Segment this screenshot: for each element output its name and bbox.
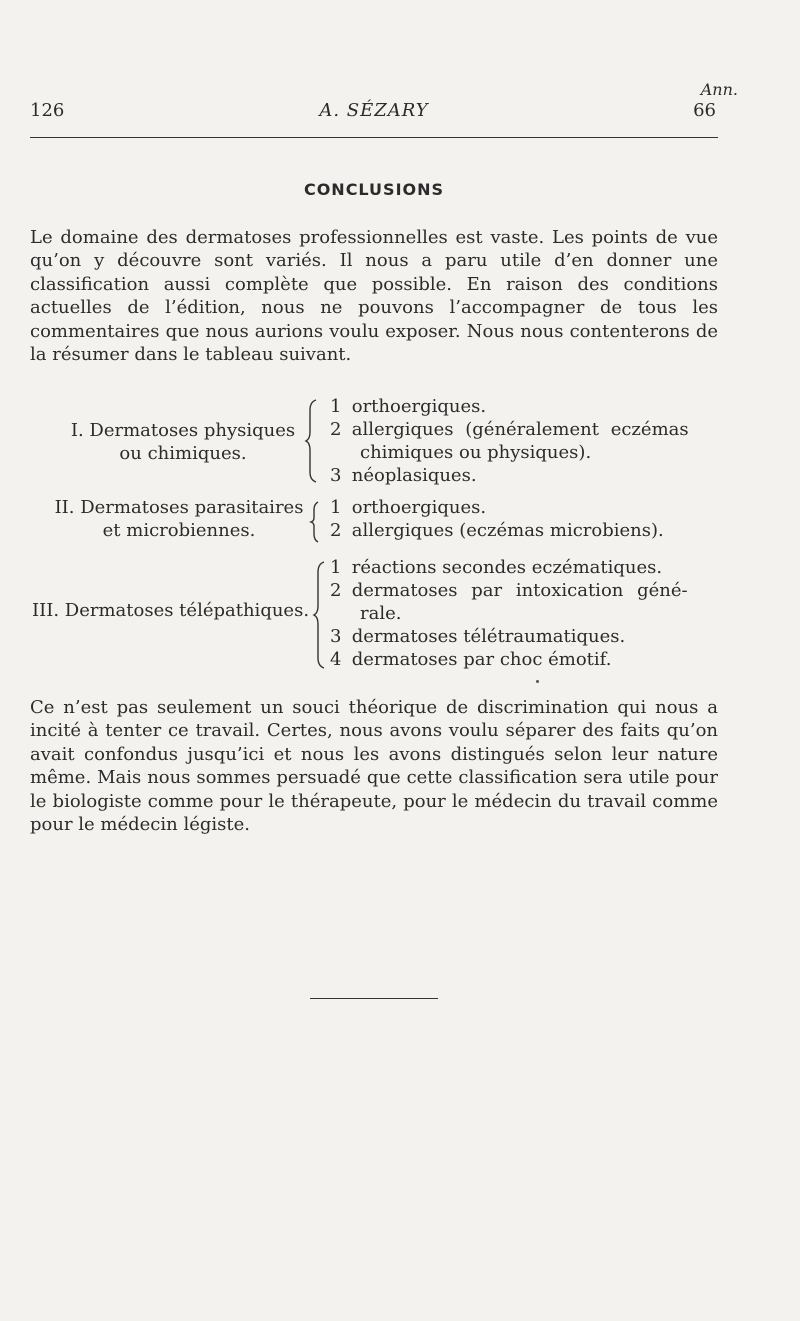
list-item: 1 orthoergiques. — [330, 396, 487, 417]
group-1-brace — [304, 398, 320, 484]
group-2-label-line2: et microbiennes. — [102, 520, 256, 541]
margin-annotation: Ann. — [700, 80, 738, 99]
list-item: 1 orthoergiques. — [330, 497, 487, 518]
group-1-label-line2: ou chimiques. — [119, 443, 247, 464]
page-number: 126 — [30, 100, 65, 121]
list-item: 3 dermatoses télétraumatiques. — [330, 626, 626, 647]
list-item: 2 allergiques (généralement eczémas — [330, 419, 689, 440]
group-3-brace — [312, 560, 328, 670]
group-1-items — [330, 395, 689, 487]
group-3-items — [330, 556, 688, 671]
group-1-label-line1: I. Dermatoses physiques — [70, 420, 296, 441]
list-item: 2 dermatoses par intoxication géné- — [330, 580, 688, 601]
group-2-label-line1: II. Dermatoses parasitaires — [54, 497, 304, 518]
list-item: 4 dermatoses par choc émotif. — [330, 649, 612, 670]
header-rule — [30, 137, 718, 138]
closing-paragraph: Ce n’est pas seulement un souci théorique de discrimination qui nous a incité à tenter ce travail. Certes, nous avons voulu séparer des faits qu’on avait confondus jusqu’ici et nous les avons distingués selon leur nature même. Mais nous sommes persuadé que cette classification sera utile pour le biologiste comme pour le thérapeute, pour le médecin du travail comme pour le médecin légiste. — [30, 697, 718, 836]
group-3-label-line1: III. Dermatoses télépathiques. — [32, 600, 310, 621]
list-item: 2 allergiques (eczémas microbiens). — [330, 520, 664, 541]
group-3-label — [30, 599, 312, 622]
group-2-brace — [308, 500, 322, 544]
end-rule — [310, 998, 438, 999]
volume-number: 66 — [693, 100, 716, 121]
list-item-continuation: rale. — [360, 603, 402, 624]
group-2-label — [50, 496, 308, 542]
section-title: CONCLUSIONS — [303, 180, 445, 199]
list-item-continuation: chimiques ou physiques). — [360, 442, 592, 463]
group-2-items — [330, 496, 664, 542]
running-header — [30, 100, 718, 126]
running-author: A. SÉZARY — [319, 100, 429, 121]
list-item: 3 néoplasiques. — [330, 465, 477, 486]
list-item: 1 réactions secondes eczématiques. — [330, 557, 663, 578]
intro-paragraph: Le domaine des dermatoses professionnelles est vaste. Les points de vue qu’on y découvre sont variés. Il nous a paru utile d’en donner une classification aussi complète que possible. En raison des conditions actuelles de l’édition, nous ne pouvons l’accompagner de tous les commentaires que nous aurions voulu exposer. Nous nous contenterons de la résumer dans le tableau suivant. — [30, 227, 718, 366]
group-1-label — [58, 419, 308, 465]
ink-dot — [536, 680, 539, 683]
